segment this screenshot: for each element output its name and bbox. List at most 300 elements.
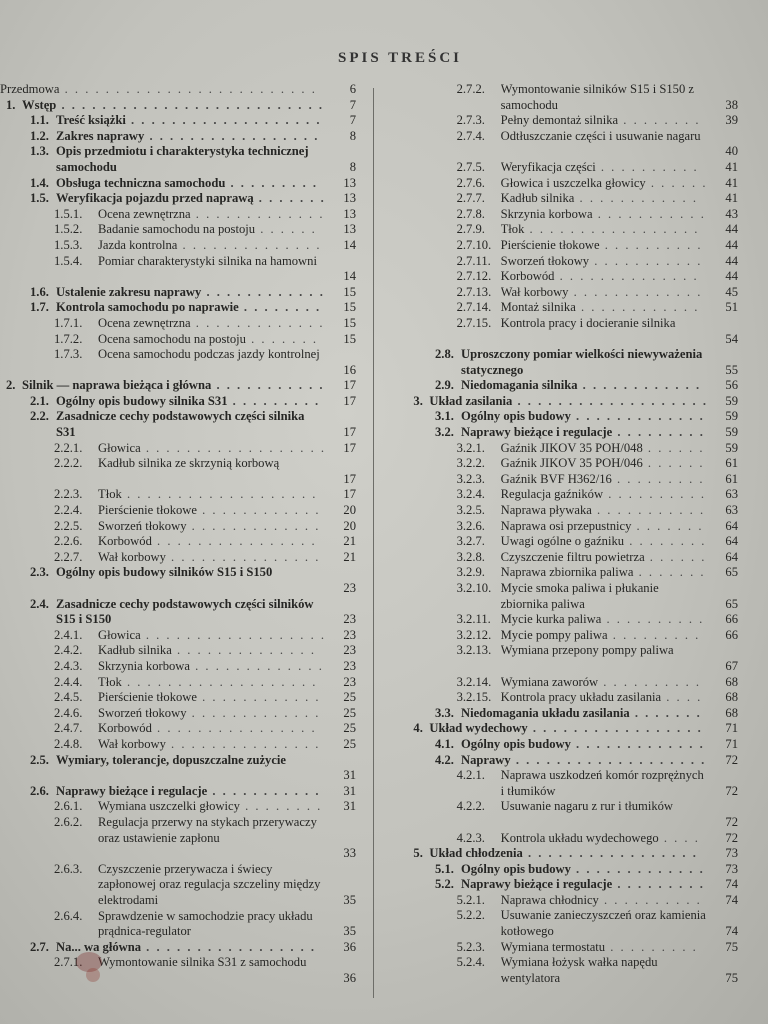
toc-entry [408, 768, 738, 799]
toc-entry [408, 425, 738, 441]
toc-entry [0, 394, 356, 410]
toc-entry [0, 784, 356, 800]
toc-entry-page: 13 [343, 191, 356, 206]
toc-entry-page: 44 [725, 237, 738, 252]
toc-entry-number: 2.6.3. [54, 861, 83, 876]
toc-entry-title: Tłok . . . [98, 487, 326, 503]
toc-entry-number: 4.2. [435, 752, 454, 767]
toc-entry [0, 519, 356, 535]
toc-entry-title: Naprawa uszkodzeń komór rozprężnych i tłumików [500, 768, 704, 798]
toc-entry-title: Gaźnik JIKOV 35 POH/048 . . . [501, 441, 708, 457]
toc-entry-title: Naprawy . . . [461, 753, 708, 769]
toc-entry-title: Głowica . . . [98, 628, 326, 644]
column-divider [373, 88, 374, 998]
toc-entry-page: 21 [343, 549, 356, 564]
toc-entry [0, 487, 356, 503]
toc-entry-title: Ogólny opis budowy . . . [461, 737, 708, 753]
toc-entry-page: 25 [343, 705, 356, 720]
toc-entry-title: Regulacja przerwy na stykach przerywaczy oraz ustawienie zapłonu [98, 814, 317, 845]
toc-entry-page: 23 [343, 612, 356, 627]
toc-entry [408, 316, 738, 347]
toc-entry-page: 41 [725, 191, 738, 206]
toc-entry-page: 31 [343, 768, 356, 783]
toc-entry-title: Ogólny opis budowy . . . [461, 409, 708, 425]
toc-entry-page: 68 [725, 690, 738, 705]
toc-entry [0, 690, 356, 706]
toc-entry [0, 675, 356, 691]
toc-entry-page: 7 [349, 113, 356, 128]
toc-entry-title: Opis przedmiotu i charakterystyka technicznej samochodu [56, 144, 309, 174]
toc-entry-number: 2.7.6. [456, 175, 485, 190]
toc-entry-page: 43 [725, 206, 738, 221]
toc-entry [408, 565, 738, 581]
toc-entry-title: Weryfikacja pojazdu przed naprawą . . . [56, 191, 326, 207]
toc-entry-title: Kontrola pracy i docieranie silnika [500, 315, 676, 330]
toc-entry [408, 300, 738, 316]
toc-entry [0, 565, 356, 596]
toc-entry [408, 394, 738, 410]
toc-entry [408, 238, 738, 254]
toc-entry-number: 3.2.12. [456, 627, 492, 642]
toc-entry-number: 2.4.8. [54, 736, 83, 751]
toc-entry-page: 8 [349, 159, 356, 174]
toc-entry-title: Wymontowanie silnika S31 z samochodu [98, 955, 307, 970]
toc-entry [408, 534, 738, 550]
toc-entry-title: Wał korbowy . . . [501, 285, 708, 301]
toc-entry-title: Naprawy bieżące i regulacje . . . [56, 784, 326, 800]
toc-entry [0, 706, 356, 722]
toc-entry-title: Gaźnik JIKOV 35 POH/046 . . . [501, 456, 708, 472]
toc-entry-title: Badanie samochodu na postoju . . . [98, 222, 326, 238]
toc-entry [408, 207, 738, 223]
toc-left-column [0, 82, 356, 986]
toc-entry-number: 1.4. [30, 175, 49, 190]
toc-entry-number: 2.7.4. [456, 128, 485, 143]
toc-entry-title: Mycie kurka paliwa . . . [501, 612, 708, 628]
toc-entry [408, 846, 738, 862]
toc-entry-page: 15 [343, 315, 356, 330]
toc-entry [0, 534, 356, 550]
toc-entry-number: 2.7.2. [456, 82, 485, 96]
toc-entry-number: 2.7.10. [456, 237, 492, 252]
toc-entry-title: Pierścienie tłokowe . . . [98, 503, 326, 519]
toc-entry-number: 2.6.1. [54, 799, 83, 814]
toc-entry-title: Głowica i uszczelka głowicy . . . [501, 176, 708, 192]
toc-entry-title: Ogólny opis budowy silników S15 i S150 [56, 565, 273, 580]
toc-entry-title: Przedmowa . . . [0, 82, 326, 98]
toc-entry-number: 2.7.1. [54, 955, 83, 970]
toc-entry [408, 721, 738, 737]
toc-entry-number: 2.6.2. [54, 814, 83, 829]
toc-entry [408, 222, 738, 238]
toc-entry-title: Naprawa pływaka . . . [501, 503, 708, 519]
toc-entry-title: Sworzeń tłokowy . . . [98, 706, 326, 722]
toc-entry-page: 23 [343, 658, 356, 673]
toc-entry [408, 378, 738, 394]
toc-entry-page: 16 [343, 362, 356, 377]
toc-entry-title: Układ chłodzenia . . . [429, 846, 708, 862]
toc-entry [408, 737, 738, 753]
toc-entry-number: 5.2. [435, 877, 454, 892]
toc-entry [0, 503, 356, 519]
toc-entry [408, 129, 738, 160]
toc-entry-number: 2.8. [435, 347, 454, 362]
toc-entry-title: Wymiary, tolerancje, dopuszczalne zużycie [56, 752, 287, 767]
toc-entry-number: 2.7.11. [456, 253, 491, 268]
toc-entry-title: Kadłub silnika ze skrzynią korbową [98, 456, 280, 471]
toc-entry-page: 31 [343, 783, 356, 798]
toc-entry-number: 2.4.7. [54, 721, 83, 736]
toc-entry-page: 66 [725, 627, 738, 642]
toc-entry-title: Odtłuszczanie części i usuwanie nagaru [500, 128, 701, 143]
toc-entry-page: 23 [343, 643, 356, 658]
toc-entry-number: 1.7.1. [54, 315, 83, 330]
toc-entry-page: 59 [725, 393, 738, 408]
toc-entry-page: 25 [343, 690, 356, 705]
toc-entry-title: Korbowód . . . [501, 269, 708, 285]
toc-entry-number: 2.2. [30, 409, 49, 424]
toc-entry-number: 2.7.8. [456, 206, 485, 221]
toc-entry [0, 550, 356, 566]
toc-entry-page: 72 [725, 783, 738, 798]
toc-entry-number: 2.7. [30, 939, 49, 954]
toc-entry [408, 160, 738, 176]
toc-entry [408, 581, 738, 612]
toc-entry-page: 74 [725, 877, 738, 892]
toc-entry-number: 2.5. [30, 752, 49, 767]
toc-entry [408, 285, 738, 301]
toc-entry-number: 2.2.1. [54, 440, 83, 455]
toc-entry-page: 54 [725, 331, 738, 346]
toc-entry [408, 347, 738, 378]
toc-entry-title: Ocena samochodu podczas jazdy kontrolnej [98, 347, 320, 362]
toc-entry-page: 7 [349, 97, 356, 112]
toc-entry-title: Naprawa chłodnicy . . . [501, 893, 708, 909]
toc-entry-page: 38 [725, 97, 738, 112]
toc-entry-number: 1.5. [30, 191, 49, 206]
toc-entry-page: 36 [343, 939, 356, 954]
toc-entry [0, 113, 356, 129]
toc-entry-title: Wymiana przepony pompy paliwa [500, 643, 674, 658]
toc-entry [0, 176, 356, 192]
toc-entry-title: Na... wa główna . . . [56, 940, 326, 956]
toc-entry [408, 254, 738, 270]
toc-entry [0, 409, 356, 440]
toc-entry-number: 3.2.10. [456, 581, 492, 595]
toc-entry-number: 1. [6, 97, 16, 112]
toc-entry-number: 3.2. [435, 425, 454, 440]
toc-entry-number: 2.6. [30, 783, 49, 798]
toc-entry-title: Pełny demontaż silnika . . . [501, 113, 708, 129]
toc-entry-title: Głowica . . . [98, 441, 326, 457]
toc-entry [408, 441, 738, 457]
toc-entry-page: 72 [725, 830, 738, 845]
toc-entry-page: 23 [343, 627, 356, 642]
toc-entry-page: 59 [725, 440, 738, 455]
toc-entry-page: 72 [725, 752, 738, 767]
toc-entry-page: 71 [725, 721, 738, 736]
toc-entry-title: Układ wydechowy . . . [429, 721, 708, 737]
toc-entry-number: 3.2.2. [456, 456, 485, 471]
toc-entry-page: 55 [725, 362, 738, 377]
toc-entry [0, 753, 356, 784]
toc-entry-page: 31 [343, 799, 356, 814]
toc-entry-title: Mycie pompy paliwa . . . [501, 628, 708, 644]
toc-entry-number: 2.7.7. [456, 191, 485, 206]
toc-entry-page: 15 [343, 284, 356, 299]
toc-entry-number: 5.2.2. [456, 908, 485, 923]
toc-entry-page: 14 [343, 237, 356, 252]
toc-entry [408, 269, 738, 285]
toc-entry-number: 4.2.2. [456, 799, 485, 814]
toc-entry-page: 15 [343, 331, 356, 346]
toc-entry [0, 144, 356, 175]
toc-entry-page: 25 [343, 736, 356, 751]
toc-entry [0, 862, 356, 909]
toc-entry-page: 73 [725, 861, 738, 876]
toc-entry [408, 675, 738, 691]
toc-entry [408, 753, 738, 769]
toc-entry-title: Weryfikacja części . . . [501, 160, 708, 176]
toc-entry-page: 64 [725, 518, 738, 533]
toc-entry-number: 3.2.7. [456, 534, 485, 549]
toc-entry [0, 285, 356, 301]
toc-entry-page: 65 [725, 565, 738, 580]
toc-entry-number: 1.7.3. [54, 347, 83, 362]
toc-entry-title: Pierścienie tłokowe . . . [98, 690, 326, 706]
toc-entry-title: Wał korbowy . . . [98, 737, 326, 753]
toc-entry-page: 15 [343, 300, 356, 315]
toc-entry-title: Wstęp . . . [22, 98, 326, 114]
toc-entry-number: 2.4. [30, 596, 49, 611]
toc-entry [408, 908, 738, 939]
toc-entry-number: 5.1. [435, 861, 454, 876]
toc-entry [408, 706, 738, 722]
toc-entry-number: 2.7.15. [456, 315, 492, 330]
toc-entry-title: Skrzynia korbowa . . . [501, 207, 708, 223]
toc-entry-page: 14 [343, 269, 356, 284]
toc-entry-title: Wał korbowy . . . [98, 550, 326, 566]
toc-entry [408, 487, 738, 503]
toc-entry-number: 2.4.4. [54, 674, 83, 689]
toc-entry-title: Czyszczenie przerywacza i świecy zapłonowej oraz regulacja szczeliny między elektrodami [98, 861, 321, 907]
toc-entry-page: 67 [725, 658, 738, 673]
toc-entry-page: 73 [725, 846, 738, 861]
toc-entry-title: Kadłub silnika . . . [501, 191, 708, 207]
toc-entry-title: Naprawa zbiornika paliwa . . . [501, 565, 708, 581]
toc-entry [0, 628, 356, 644]
toc-entry-number: 4.2.3. [456, 830, 485, 845]
toc-entry [0, 98, 356, 114]
toc-entry [0, 643, 356, 659]
toc-entry-title: Zasadnicze cechy podstawowych części silnika S31 [56, 409, 305, 440]
toc-entry-number: 1.5.4. [54, 253, 83, 268]
toc-entry [408, 519, 738, 535]
toc-entry-page: 17 [343, 425, 356, 440]
toc-entry-title: Silnik — naprawa bieżąca i główna . . . [22, 378, 326, 394]
toc-entry-title: Układ zasilania . . . [429, 394, 708, 410]
toc-entry-title: Ogólny opis budowy . . . [461, 862, 708, 878]
toc-entry-title: Ocena zewnętrzna . . . [98, 207, 326, 223]
toc-entry [408, 503, 738, 519]
toc-entry-title: Wymiana zaworów . . . [501, 675, 708, 691]
toc-entry-page: 33 [343, 846, 356, 861]
toc-entry-number: 3.2.5. [456, 503, 485, 518]
toc-entry [408, 643, 738, 674]
toc-entry-number: 1.6. [30, 284, 49, 299]
toc-entry-page: 44 [725, 222, 738, 237]
toc-entry-page: 44 [725, 269, 738, 284]
toc-entry-title: Korbowód . . . [98, 534, 326, 550]
toc-entry-number: 1.5.2. [54, 222, 83, 237]
toc-entry [0, 737, 356, 753]
toc-entry-title: Wymiana łożysk wałka napędu wentylatora [500, 955, 658, 985]
toc-entry-page: 17 [343, 440, 356, 455]
toc-entry-page: 61 [725, 456, 738, 471]
toc-entry-page: 17 [343, 378, 356, 393]
toc-entry [408, 472, 738, 488]
toc-entry-page: 61 [725, 471, 738, 486]
toc-entry-number: 5.2.1. [456, 892, 485, 907]
toc-entry-number: 2.2.3. [54, 487, 83, 502]
toc-entry [0, 659, 356, 675]
toc-entry-title: Treść książki . . . [56, 113, 326, 129]
toc-entry-title: Naprawa osi przepustnicy . . . [501, 519, 708, 535]
toc-entry-number: 2.2.2. [54, 456, 83, 471]
toc-entry-page: 35 [343, 892, 356, 907]
toc-entry [0, 254, 356, 285]
toc-entry-title: Niedomagania silnika . . . [461, 378, 708, 394]
toc-entry-title: Ogólny opis budowy silnika S31 . . . [56, 394, 326, 410]
toc-entry-number: 5.2.4. [456, 955, 485, 970]
toc-entry [0, 940, 356, 956]
toc-entry [408, 456, 738, 472]
toc-right-column [408, 82, 738, 986]
toc-entry-page: 64 [725, 549, 738, 564]
toc-entry-number: 2.6.4. [54, 908, 83, 923]
toc-entry-title: Ustalenie zakresu naprawy . . . [56, 285, 326, 301]
toc-entry-number: 2.2.7. [54, 549, 83, 564]
toc-entry-number: 2.9. [435, 378, 454, 393]
toc-entry-number: 3.2.4. [456, 487, 485, 502]
toc-entry-number: 5.2.3. [456, 939, 485, 954]
toc-entry [0, 441, 356, 457]
toc-entry-page: 13 [343, 222, 356, 237]
toc-entry-number: 2.1. [30, 393, 49, 408]
toc-entry-page: 66 [725, 612, 738, 627]
toc-entry-title: Niedomagania układu zasilania . . . [461, 706, 708, 722]
toc-entry-number: 3.1. [435, 409, 454, 424]
toc-entry-page: 56 [725, 378, 738, 393]
toc-entry-page: 59 [725, 409, 738, 424]
toc-entry-title: Pierścienie tłokowe . . . [501, 238, 708, 254]
toc-entry-title: Skrzynia korbowa . . . [98, 659, 326, 675]
toc-entry-page: 75 [725, 939, 738, 954]
toc-entry-number: 5. [413, 846, 423, 861]
toc-entry-page: 20 [343, 518, 356, 533]
toc-entry-title: Naprawy bieżące i regulacje . . . [461, 425, 708, 441]
toc-entry [0, 955, 356, 986]
toc-entry-title: Jazda kontrolna . . . [98, 238, 326, 254]
toc-entry [408, 191, 738, 207]
toc-entry-page: 6 [349, 82, 356, 96]
toc-entry-title: Wymiana uszczelki głowicy . . . [98, 799, 326, 815]
toc-entry [408, 799, 738, 830]
toc-entry-number: 2.2.6. [54, 534, 83, 549]
toc-entry-page: 40 [725, 144, 738, 159]
toc-entry-page: 71 [725, 736, 738, 751]
toc-entry [408, 690, 738, 706]
toc-entry-page: 68 [725, 705, 738, 720]
toc-entry-title: Pomiar charakterystyki silnika na hamowni [98, 253, 317, 268]
toc-entry-page: 41 [725, 159, 738, 174]
toc-entry-page: 17 [343, 393, 356, 408]
toc-entry-page: 72 [725, 814, 738, 829]
toc-entry-page: 41 [725, 175, 738, 190]
toc-entry-title: Gaźnik BVF H362/16 . . . [501, 472, 708, 488]
toc-entry-number: 4.2.1. [456, 768, 485, 783]
toc-entry [0, 597, 356, 628]
toc-entry-number: 2.7.5. [456, 159, 485, 174]
toc-entry [408, 113, 738, 129]
toc-entry-number: 2.4.1. [54, 627, 83, 642]
toc-entry [0, 332, 356, 348]
toc-entry-number: 2.2.4. [54, 503, 83, 518]
toc-entry [408, 409, 738, 425]
toc-entry-number: 3.2.8. [456, 549, 485, 564]
toc-entry [408, 550, 738, 566]
toc-entry-number: 2.2.5. [54, 518, 83, 533]
toc-entry [0, 909, 356, 940]
toc-entry [0, 815, 356, 862]
toc-entry [0, 300, 356, 316]
toc-entry-number: 3.2.1. [456, 440, 485, 455]
toc-entry [408, 940, 738, 956]
toc-entry [0, 207, 356, 223]
toc-entry [0, 238, 356, 254]
toc-entry-title: Mycie smoka paliwa i płukanie zbiornika paliwa [500, 581, 659, 611]
toc-entry-page: 64 [725, 534, 738, 549]
toc-entry [408, 612, 738, 628]
toc-entry-title: Czyszczenie filtru powietrza . . . [501, 550, 708, 566]
toc-entry [408, 176, 738, 192]
toc-entry-title: Korbowód . . . [98, 721, 326, 737]
toc-entry-page: 44 [725, 253, 738, 268]
toc-entry-page: 8 [349, 128, 356, 143]
toc-entry-number: 1.1. [30, 113, 49, 128]
toc-entry-title: Ocena samochodu na postoju . . . [98, 332, 326, 348]
toc-entry-number: 1.5.3. [54, 237, 83, 252]
toc-entry-number: 1.5.1. [54, 206, 83, 221]
toc-entry-page: 23 [343, 581, 356, 595]
toc-entry-number: 3.2.9. [456, 565, 485, 580]
toc-entry-number: 4.1. [435, 736, 454, 751]
toc-entry [0, 347, 356, 378]
toc-entry [0, 191, 356, 207]
toc-entry-number: 2.7.12. [456, 269, 492, 284]
toc-entry-page: 20 [343, 503, 356, 518]
toc-entry-page: 36 [343, 970, 356, 985]
toc-entry-title: Obsługa techniczna samochodu . . . [56, 176, 326, 192]
toc-entry-title: Tłok . . . [501, 222, 708, 238]
toc-entry-number: 2.7.14. [456, 300, 492, 315]
toc-entry-title: Montaż silnika . . . [501, 300, 708, 316]
toc-entry [408, 831, 738, 847]
toc-entry-title: Uwagi ogólne o gaźniku . . . [501, 534, 708, 550]
toc-entry-page: 51 [725, 300, 738, 315]
toc-entry-title: Zakres naprawy . . . [56, 129, 326, 145]
toc-entry [0, 129, 356, 145]
